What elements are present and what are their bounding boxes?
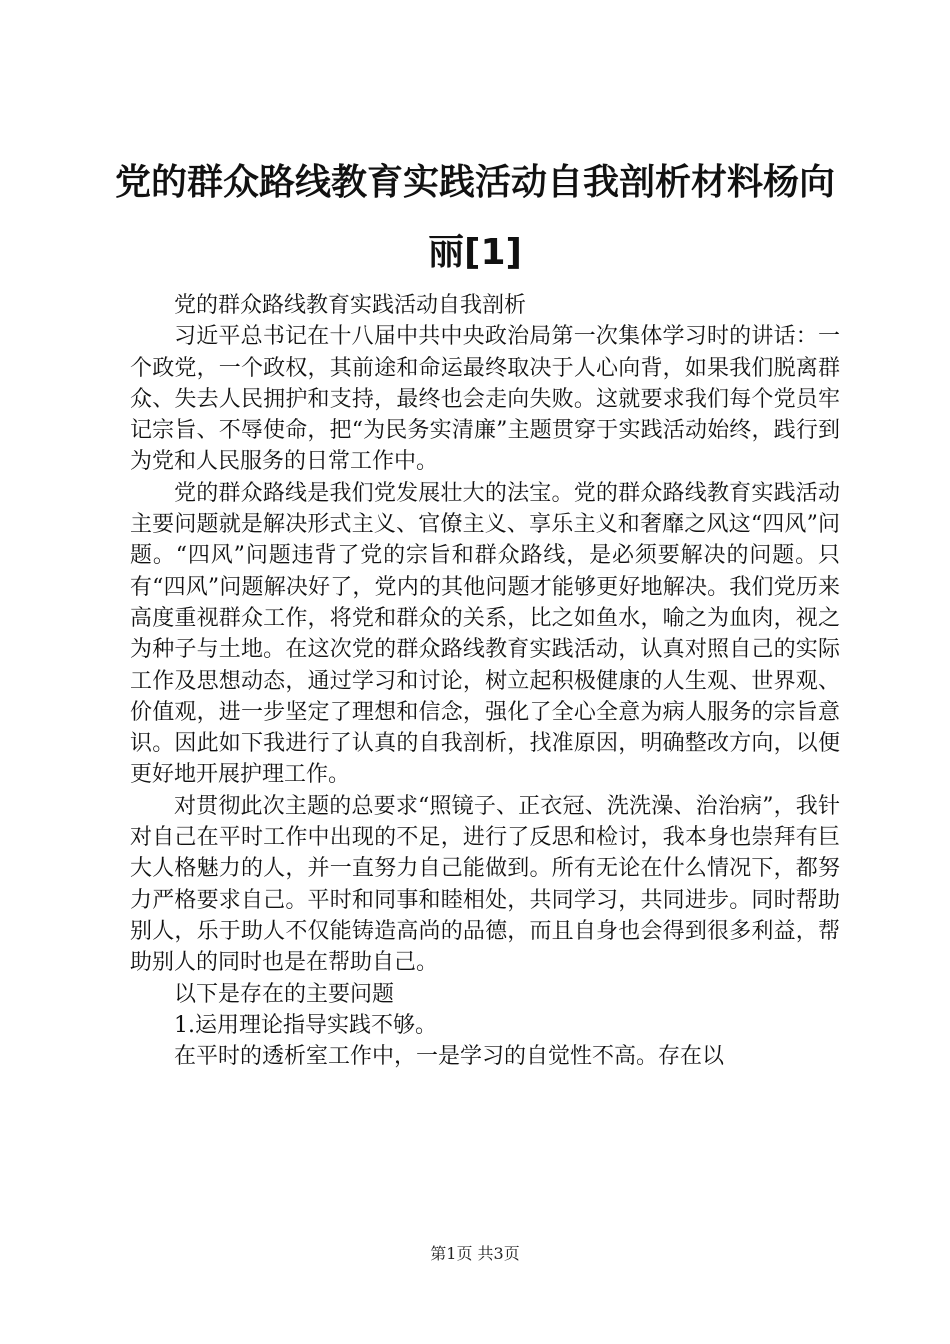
paragraph-4: 以下是存在的主要问题 bbox=[174, 981, 395, 1007]
document-body bbox=[130, 290, 840, 1072]
paragraph-1: 习近平总书记在十八届中共中央政治局第一次集体学习时的讲话：一个政党，一个政权，其前途和命运最终取决于人心向背，如果我们脱离群众、失去人民拥护和支持，最终也会走向失败。这就要求我们每个党员牢记宗旨、不辱使命，把“为民务实清廉”主题贯穿于实践活动始终，践行到为党和人民服务的日常工作中。 bbox=[130, 324, 840, 475]
document-title: 党的群众路线教育实践活动自我剖析材料杨向丽[1] bbox=[114, 162, 835, 273]
paragraph-2: 党的群众路线是我们党发展壮大的法宝。党的群众路线教育实践活动主要问题就是解决形式主义、官僚主义、享乐主义和奢靡之风这“四风”问题。“四风”问题违背了党的宗旨和群众路线，是必须要解决的问题。只有“四风”问题解决好了，党内的其他问题才能够更好地解决。我们党历来高度重视群众工作，将党和群众的关系，比之如鱼水，喻之为血肉，视之为种子与土地。在这次党的群众路线教育实践活动，认真对照自己的实际工作及思想动态，通过学习和讨论，树立起积极健康的人生观、世界观、价值观，进一步坚定了理想和信念，强化了全心全意为病人服务的宗旨意识。因此如下我进行了认真的自我剖析，找准原因，明确整改方向，以便更好地开展护理工作。 bbox=[130, 480, 840, 788]
page-footer: 第1页 共3页 bbox=[430, 1244, 520, 1263]
paragraph-3: 对贯彻此次主题的总要求“照镜子、正衣冠、洗洗澡、治治病”，我针对自己在平时工作中出现的不足，进行了反思和检讨，我本身也崇拜有巨大人格魅力的人，并一直努力自己能做到。所有无论在什么情况下，都努力严格要求自己。平时和同事和睦相处，共同学习，共同进步。同时帮助别人，乐于助人不仅能铸造高尚的品德，而且自身也会得到很多利益，帮助别人的同时也是在帮助自己。 bbox=[130, 793, 840, 976]
paragraph-subtitle: 党的群众路线教育实践活动自我剖析 bbox=[174, 293, 527, 318]
paragraph-5: 1.运用理论指导实践不够。 bbox=[174, 1012, 437, 1038]
paragraph-6: 在平时的透析室工作中，一是学习的自觉性不高。存在以 bbox=[174, 1044, 725, 1070]
